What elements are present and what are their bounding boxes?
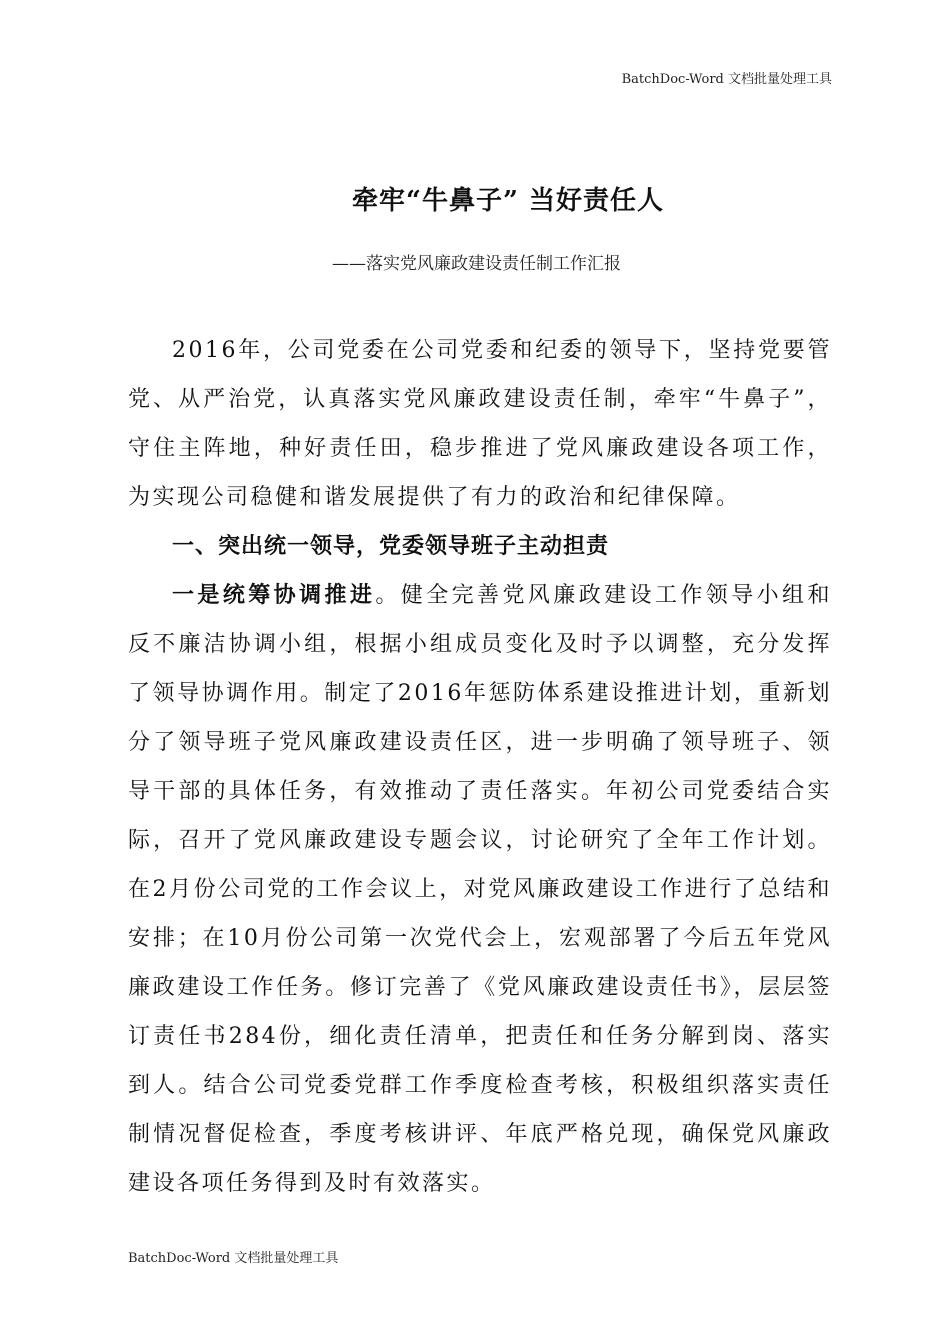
- page-footer-text: BatchDoc-Word 文档批量处理工具: [128, 1251, 339, 1266]
- item-body-text: 。健全完善党风廉政建设工作领导小组和反不廉洁协调小组，根据小组成员变化及时予以调整，充分发挥了领导协调作用。制定了2016年惩防体系建设推进计划，重新划分了领导班子党风廉政建设责任区，进一步明确了领导班子、领导干部的具体任务，有效推动了责任落实。年初公司党委结合实际，召开了党风廉政建设专题会议，讨论研究了全年工作计划。在2月份公司党的工作会议上，对党风廉政建设工作进行了总结和安排；在10月份公司第一次党代会上，宏观部署了今后五年党风廉政建设工作任务。修订完善了《党风廉政建设责任书》，层层签订责任书284份，细化责任清单，把责任和任务分解到岗、落实到人。结合公司党委党群工作季度检查考核，积极组织落实责任制情况督促检查，季度考核讲评、年底严格兑现，确保党风廉政建设各项任务得到及时有效落实。: [128, 583, 832, 1196]
- section-item-paragraph: [128, 571, 832, 1208]
- section-heading: 一、突出统一领导，党委领导班子主动担责: [172, 534, 610, 559]
- document-title: 牵牢“牛鼻子” 当好责任人: [352, 186, 664, 216]
- document-subtitle: ——落实党风廉政建设责任制工作汇报: [332, 254, 621, 274]
- intro-paragraph: 2016年，公司党委在公司党委和纪委的领导下，坚持党要管党、从严治党，认真落实党风廉政建设责任制，牵牢“牛鼻子”，守住主阵地，种好责任田，稳步推进了党风廉政建设各项工作，为实现公司稳健和谐发展提供了有力的政治和纪律保障。: [128, 338, 832, 510]
- page-header-text: BatchDoc-Word 文档批量处理工具: [621, 72, 832, 87]
- document-body: [128, 326, 832, 1208]
- item-lead-text: 一是统筹协调推进: [172, 582, 376, 608]
